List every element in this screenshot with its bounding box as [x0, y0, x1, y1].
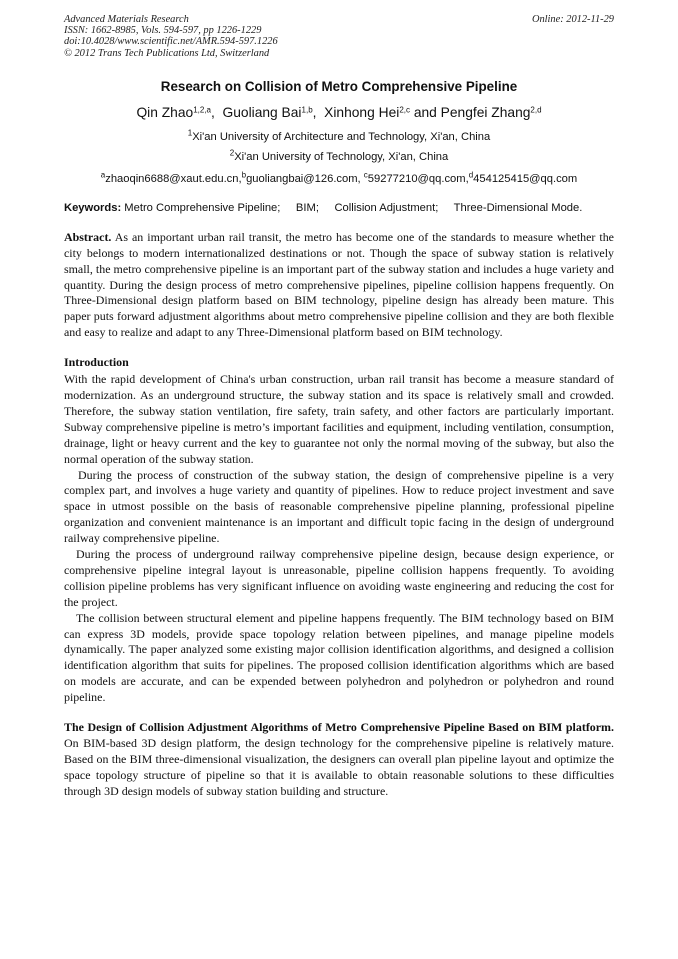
abstract-section — [64, 230, 614, 341]
paper-page — [64, 14, 614, 800]
keywords-section — [64, 201, 614, 215]
abstract-text: As an important urban rail transit, the metro has become one of the standards to measure whether the city belongs to modern internationalized destinations or not. Though the space of subway station is relatively small, the metro comprehensive pipeline is an important part of the subway station and includes a huge variety and quantity. During the design process of metro comprehensive pipelines, pipeline collision happens frequently. On Three-Dimensional design platform based on BIM technology, pipeline design has already been mature. This paper puts forward adjustment algorithms about metro comprehensive pipeline collision and they are both flexible and easy to realize and adapt to any Three-Dimensional platform based on BIM technology. — [64, 229, 614, 340]
author-separator: and — [409, 104, 441, 120]
email-address[interactable]: 454125415@qq.com — [473, 172, 578, 185]
author-name: Xinhong Hei — [324, 104, 400, 120]
section-text: On BIM-based 3D design platform, the design technology for the comprehensive pipeline is relatively mature. Based on the BIM three-dimensional visualization, the designers can overall plan pipeline layout and optimize the space topology structure of pipeline so that it is available to obtain reasonable solutions to these difficulties through 3D design models of subway station building and structure. — [64, 736, 614, 798]
section-heading: The Design of Collision Adjustment Algorithms of Metro Comprehensive Pipeline Based on BIM platform. — [64, 720, 614, 735]
doi-line: doi:10.4028/www.scientific.net/AMR.594-597.1226 — [64, 36, 278, 48]
email-address[interactable]: zhaoqin6688@xaut.edu.cn, — [105, 172, 242, 185]
body-paragraph: During the process of construction of the subway station, the design of comprehensive pipeline is a very complex part, and involves a huge variety and quantity of pipelines. How to reduce project investment and save space in utmost possible on the basis of reasonable comprehensive pipeline planning, professional pipeline organization and convenient maintenance is an important and difficult topic facing in the design of underground railway comprehensive pipeline. — [64, 467, 614, 546]
design-section — [64, 720, 614, 800]
paper-title: Research on Collision of Metro Comprehensive Pipeline — [160, 78, 518, 94]
author-affiliation-marker: 2,c — [399, 105, 410, 115]
email-list — [64, 172, 614, 186]
author-name: Qin Zhao — [136, 104, 194, 120]
author-name: Guoliang Bai — [222, 104, 302, 120]
email-marker: b — [241, 170, 247, 180]
abstract-label: Abstract. — [64, 229, 112, 244]
author-separator: , — [312, 104, 325, 120]
author-affiliation-marker: 2,d — [530, 105, 542, 115]
introduction-heading: Introduction — [64, 355, 129, 370]
affiliation — [64, 130, 614, 144]
keywords-label: Keywords: — [64, 201, 122, 214]
introduction-section — [64, 355, 614, 706]
journal-header — [64, 14, 614, 59]
journal-name: Advanced Materials Research — [64, 14, 189, 25]
author-affiliation-marker: 1,2,a — [193, 105, 211, 115]
author-affiliation-marker: 1,b — [301, 105, 313, 115]
email-marker: d — [468, 170, 474, 180]
copyright-line: © 2012 Trans Tech Publications Ltd, Switzerland — [64, 47, 270, 59]
author-list — [64, 104, 614, 122]
email-marker: a — [100, 170, 106, 180]
author-separator: , — [211, 104, 223, 120]
affiliation-marker: 2 — [229, 148, 235, 158]
affiliation-text: Xi'an University of Technology, Xi'an, China — [234, 150, 449, 163]
author-name: Pengfei Zhang — [440, 104, 531, 120]
affiliation-text: Xi'an University of Architecture and Technology, Xi'an, China — [192, 130, 491, 143]
body-paragraph: The collision between structural element and pipeline happens frequently. The BIM technology based on BIM can express 3D models, provide space topology relation between pipelines, and manage pipeline models dynamically. The paper analyzed some existing major collision identification algorithms, and designed a collision identification algorithm that suits for pipelines. The proposed collision identification algorithms which are based on models are accurate, and can be expended between polyhedron and polyhedron or polyhedron and round pipeline. — [64, 610, 614, 705]
body-paragraph: With the rapid development of China's urban construction, urban rail transit has become a measure standard of modernization. As an underground structure, the subway station and its space is relatively small and crowded. Therefore, the subway station ventilation, fire safety, train safety, and other factors are particularly important. Subway comprehensive pipeline is metro’s important facilities and equipment, including ventilation, consumption, drainage, light or heavy current and the key to guarantee not only the normal moving of the subway, but also the normal operation of the subway station. — [64, 372, 614, 466]
issn-line: ISSN: 1662-8985, Vols. 594-597, pp 1226-1229 — [64, 25, 262, 37]
affiliation — [64, 150, 614, 164]
body-paragraph: During the process of underground railway comprehensive pipeline design, because design experience, or comprehensive pipeline integral layout is unreasonable, pipeline collision happens frequently. To avoiding collision pipeline problems has very significant influence on avoiding waste engineering and reducing the cost for the project. — [64, 547, 614, 609]
online-date: Online: 2012-11-29 — [531, 14, 614, 25]
email-address[interactable]: 59277210@qq.com, — [367, 172, 469, 185]
email-address[interactable]: guoliangbai@126.com, — [246, 172, 364, 185]
affiliation-marker: 1 — [187, 128, 193, 138]
keywords-text: Metro Comprehensive Pipeline; BIM; Collision Adjustment; Three-Dimensional Mode. — [121, 201, 583, 214]
email-marker: c — [363, 170, 368, 180]
